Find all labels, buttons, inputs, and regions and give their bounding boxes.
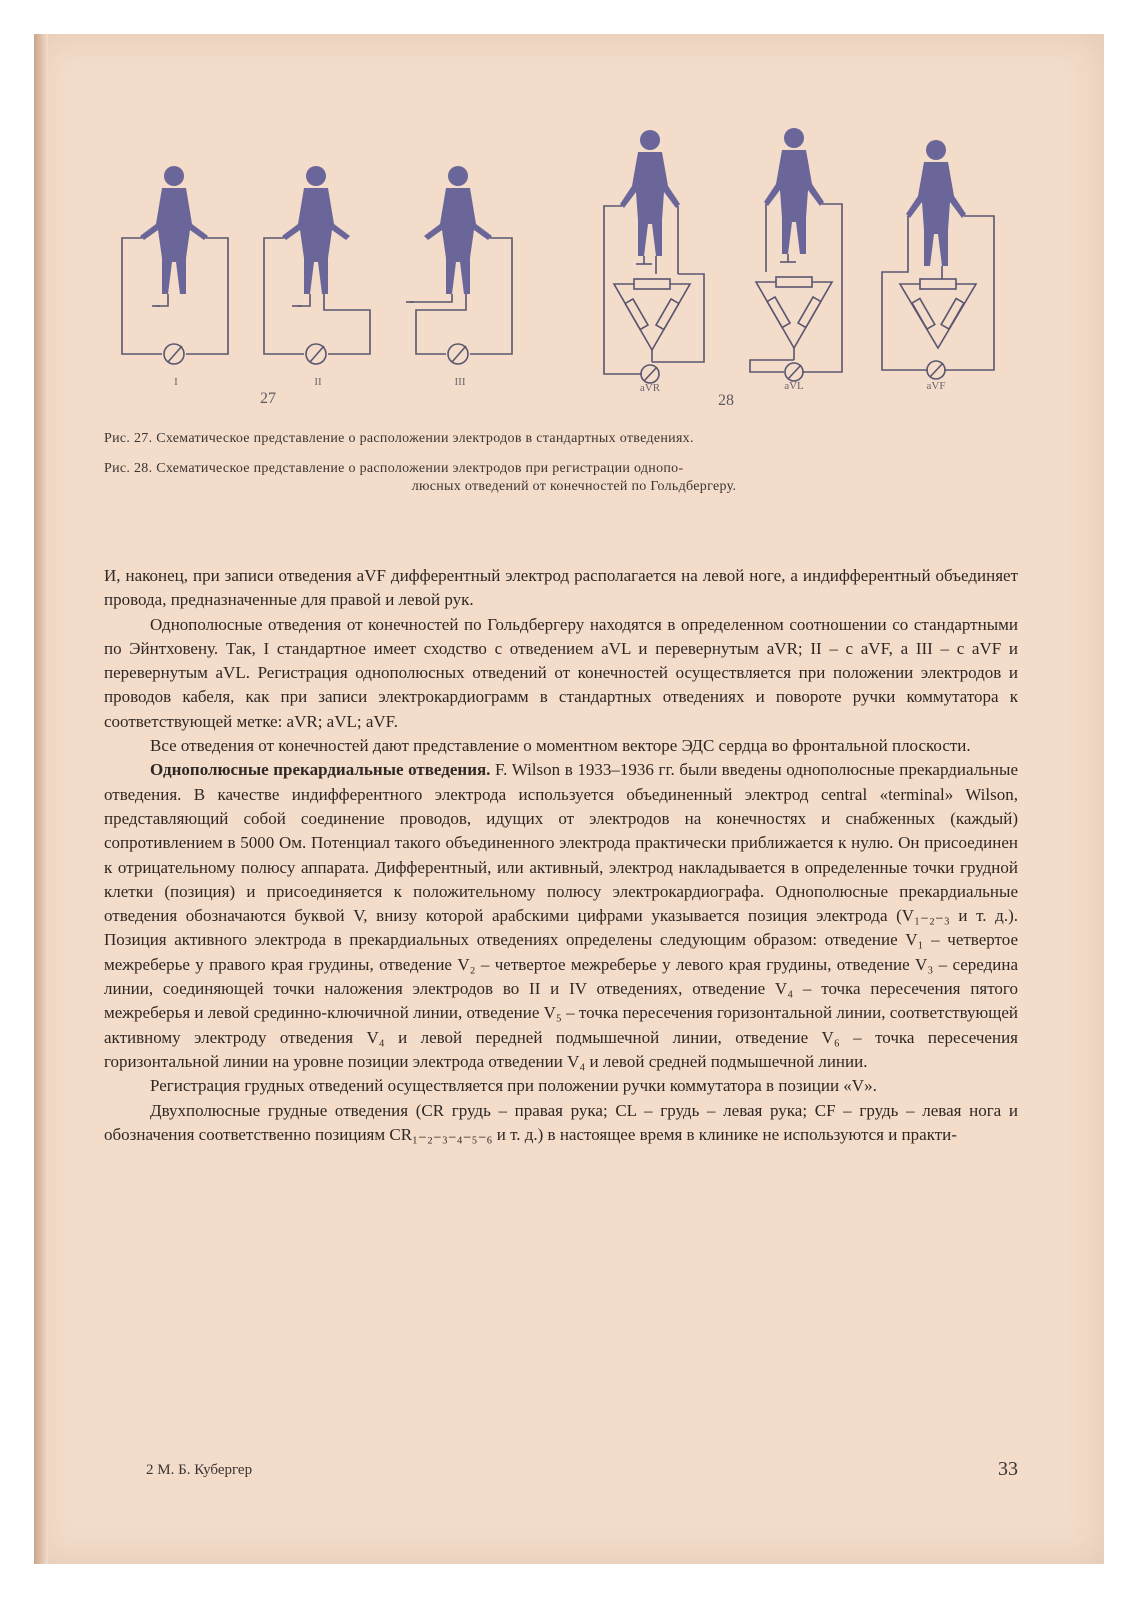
paragraph-1: И, наконец, при записи отведения aVF дифферентный электрод располагается на левой ноге, а индифферентный объединяет провода, предназначенные для правой и левой рук.: [104, 566, 1018, 610]
body-text: [104, 564, 1018, 1147]
figure-lead-II: [254, 154, 384, 388]
figure-lead-aVR: [594, 124, 714, 394]
section-heading-unipolar-precordial: Однополюсные прекардиальные отведения.: [150, 760, 491, 780]
lead-label-II: II: [314, 376, 322, 388]
body-resistor-network-diagram: [738, 122, 858, 382]
body-resistor-network-diagram: [594, 124, 714, 384]
caption-fig28-line2: люсных отведений от конечностей по Гольдбергеру.: [411, 479, 737, 494]
paragraph-5: Регистрация грудных отведений осуществляется при положении ручки коммутатора в позиции «V».: [150, 1076, 877, 1096]
figure-captions: [104, 430, 1044, 508]
figure-number-28: 28: [718, 392, 734, 409]
figure-lead-aVF: [878, 134, 1008, 392]
lead-label-aVR: aVR: [639, 382, 661, 394]
book-page: [34, 34, 1104, 1564]
paragraph-3: Все отведения от конечностей дают представление о моментном векторе ЭДС сердца во фронтальной плоскости.: [150, 736, 971, 756]
paragraph-4: [104, 758, 1018, 1074]
page-number: 33: [998, 1458, 1018, 1480]
lead-label-aVF: aVF: [926, 380, 946, 392]
lead-label-I: I: [174, 376, 178, 388]
body-circuit-diagram: [112, 154, 242, 374]
figure-lead-I: [112, 154, 242, 388]
figure-lead-aVL: [738, 122, 858, 392]
caption-fig27: Рис. 27. Схематическое представление о расположении электродов в стандартных отведениях.: [104, 431, 694, 446]
figure-panel: [104, 114, 1024, 414]
figure-lead-III: [396, 154, 526, 388]
paragraph-4-text: F. Wilson в 1933–1936 гг. были введены однополюсные прекардиальные отведения. В качестве индифферентного электрода используется объединенный электрод central «terminal» Wilson, представляющий собой соединение проводов, идущих от электродов на конечностях и снабженных (каждый) сопротивлением в 5000 Ом. Потенциал такого объединенного электрода практически приближается к нулю. Он присоединен к отрицательному полюсу аппарата. Дифферентный, или активный, электрод накладывается в определенные точки грудной клетки (позиция) и присоединяется к положительному полюсу электрокардиографа. Однополюсные прекардиальные отведения обозначаются буквой V, внизу которой арабскими цифрами указывается позиция электрода (V₁₋₂₋₃ и т. д.). Позиция активного электрода в прекардиальных отведениях определены следующим образом: отведение V₁ – четвертое межреберье у правого края грудины, отведение V₂ – четвертое межреберье у левого края грудины, отведение V₃ – середина линии, соединяющей точки наложения электродов во II и IV отведениях, отведение V₄ – точка пересечения пятого межреберья и левой срединно-ключичной линии, отведение V₅ – точка пересечения горизонтальной линии, соответствующей активному электроду отведения V₄ и левой передней подмышечной линии, отведение V₆ – точка пересечения горизонтальной линии на уровне позиции электрода отведении V₄ и левой средней подмышечной линии.: [104, 760, 1018, 1071]
paragraph-6: Двухполюсные грудные отведения (CR грудь – правая рука; CL – грудь – левая рука; CF – грудь – левая нога и обозначения соответственно позициям CR₁₋₂₋₃₋₄₋₅₋₆ и т. д.) в настоящее время в клинике не используются и практи-: [104, 1100, 1018, 1144]
caption-fig28: [104, 460, 1044, 496]
page-spine-shadow: [34, 34, 48, 1564]
lead-label-III: III: [454, 376, 466, 388]
signature-mark: 2 М. Б. Кубергер: [146, 1462, 253, 1478]
caption-fig28-line1: Рис. 28. Схематическое представление о расположении электродов при регистрации однопо-: [104, 461, 684, 476]
body-circuit-diagram: [254, 154, 384, 374]
figure-number-27: 27: [260, 390, 276, 407]
body-circuit-diagram: [396, 154, 526, 374]
body-resistor-network-diagram: [878, 134, 1008, 384]
paragraph-2: Однополюсные отведения от конечностей по Гольдбергеру находятся в определенном соотношении со стандартными по Эйнтховену. Так, I стандартное имеет сходство с отведением aVL и перевернутым aVR; II – с aVF, а III – с aVF и перевернутым aVL. Регистрация однополюсных отведений от конечностей осуществляется при положении электродов и проводов кабеля, как при записи электрокардиограмм в стандартных отведениях и повороте ручки коммутатора к соответствующей метке: aVR; aVL; aVF.: [104, 614, 1018, 731]
lead-label-aVL: aVL: [784, 380, 804, 392]
